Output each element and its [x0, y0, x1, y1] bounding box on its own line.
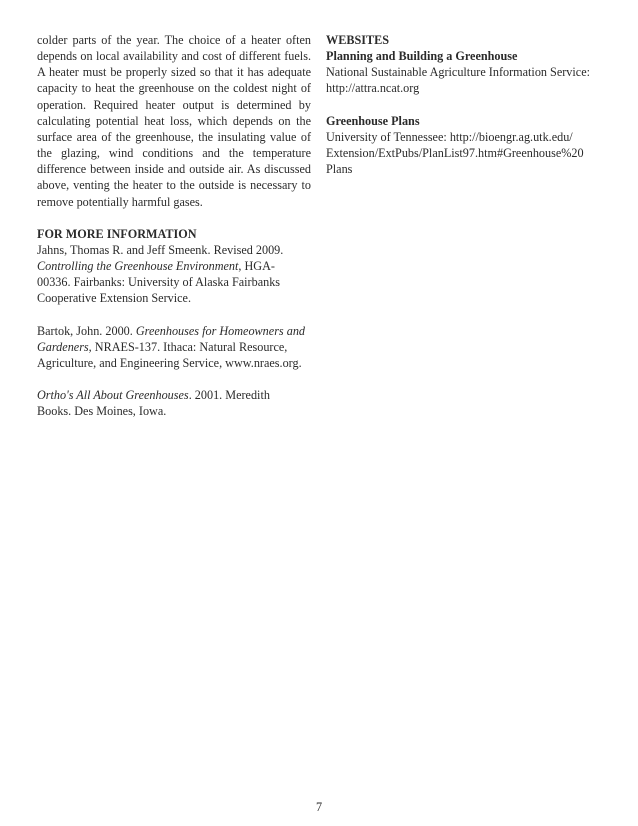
reference-ortho-details: . 2001. Meredith Books. Des Moines, Iowa. — [37, 387, 270, 419]
websites-heading: WEBSITES — [326, 33, 390, 47]
reference-jahns — [37, 242, 299, 307]
reference-jahns-details: , HGA-00336. Fairbanks: University of Alaska Fairbanks Cooperative Extension Service. — [37, 259, 281, 306]
reference-spacer — [37, 371, 311, 387]
site2-source: University of Tennessee: http://bioengr.ag.utk.edu/ — [326, 129, 573, 144]
right-column — [326, 32, 608, 177]
site2-title: Greenhouse Plans — [326, 113, 420, 128]
site2-url-line3: Plans — [326, 162, 353, 177]
reference-bartok — [37, 323, 311, 371]
reference-ortho — [37, 387, 287, 419]
heater-paragraph: colder parts of the year. The choice of a heater often depends on local availability and cost of different fuels. A heater must be properly sized so that it has adequate capacity to heat the greenhouse on the coldest night of operation. Required heater output is determined by calculating potential heat loss, which depends on the surface area of the greenhouse, the insulating value of the glazing, wind conditions and the temperature difference between inside and outside air. As discussed above, venting the heater to the outside is necessary to remove potentially harmful gases. — [37, 33, 311, 209]
reference-bartok-title: Greenhouses for Homeowners and Gardeners, — [37, 323, 306, 354]
site1-url: http://attra.ncat.org — [326, 81, 420, 96]
section-spacer — [37, 210, 311, 226]
more-info-heading: FOR MORE INFORMATION — [37, 226, 197, 241]
reference-jahns-title: Controlling the Greenhouse Environment — [37, 259, 239, 274]
section-spacer — [326, 97, 608, 113]
site2-url-line2: Extension/ExtPubs/PlanList97.htm#Greenhouse%20 — [326, 145, 584, 160]
reference-bartok-authors: Bartok, John. 2000. — [37, 323, 136, 338]
reference-ortho-title: Ortho's All About Greenhouses — [37, 387, 189, 402]
reference-bartok-details: NRAES-137. Ithaca: Natural Resource, Agriculture, and Engineering Service, www.nraes.org. — [37, 339, 302, 370]
reference-jahns-authors: Jahns, Thomas R. and Jeff Smeenk. Revised 2009. — [37, 242, 284, 257]
reference-spacer — [37, 307, 311, 323]
site1-source: National Sustainable Agriculture Information Service: — [326, 65, 590, 80]
left-column — [37, 32, 311, 419]
page-number: 7 — [315, 800, 323, 814]
site1-title: Planning and Building a Greenhouse — [326, 49, 518, 64]
